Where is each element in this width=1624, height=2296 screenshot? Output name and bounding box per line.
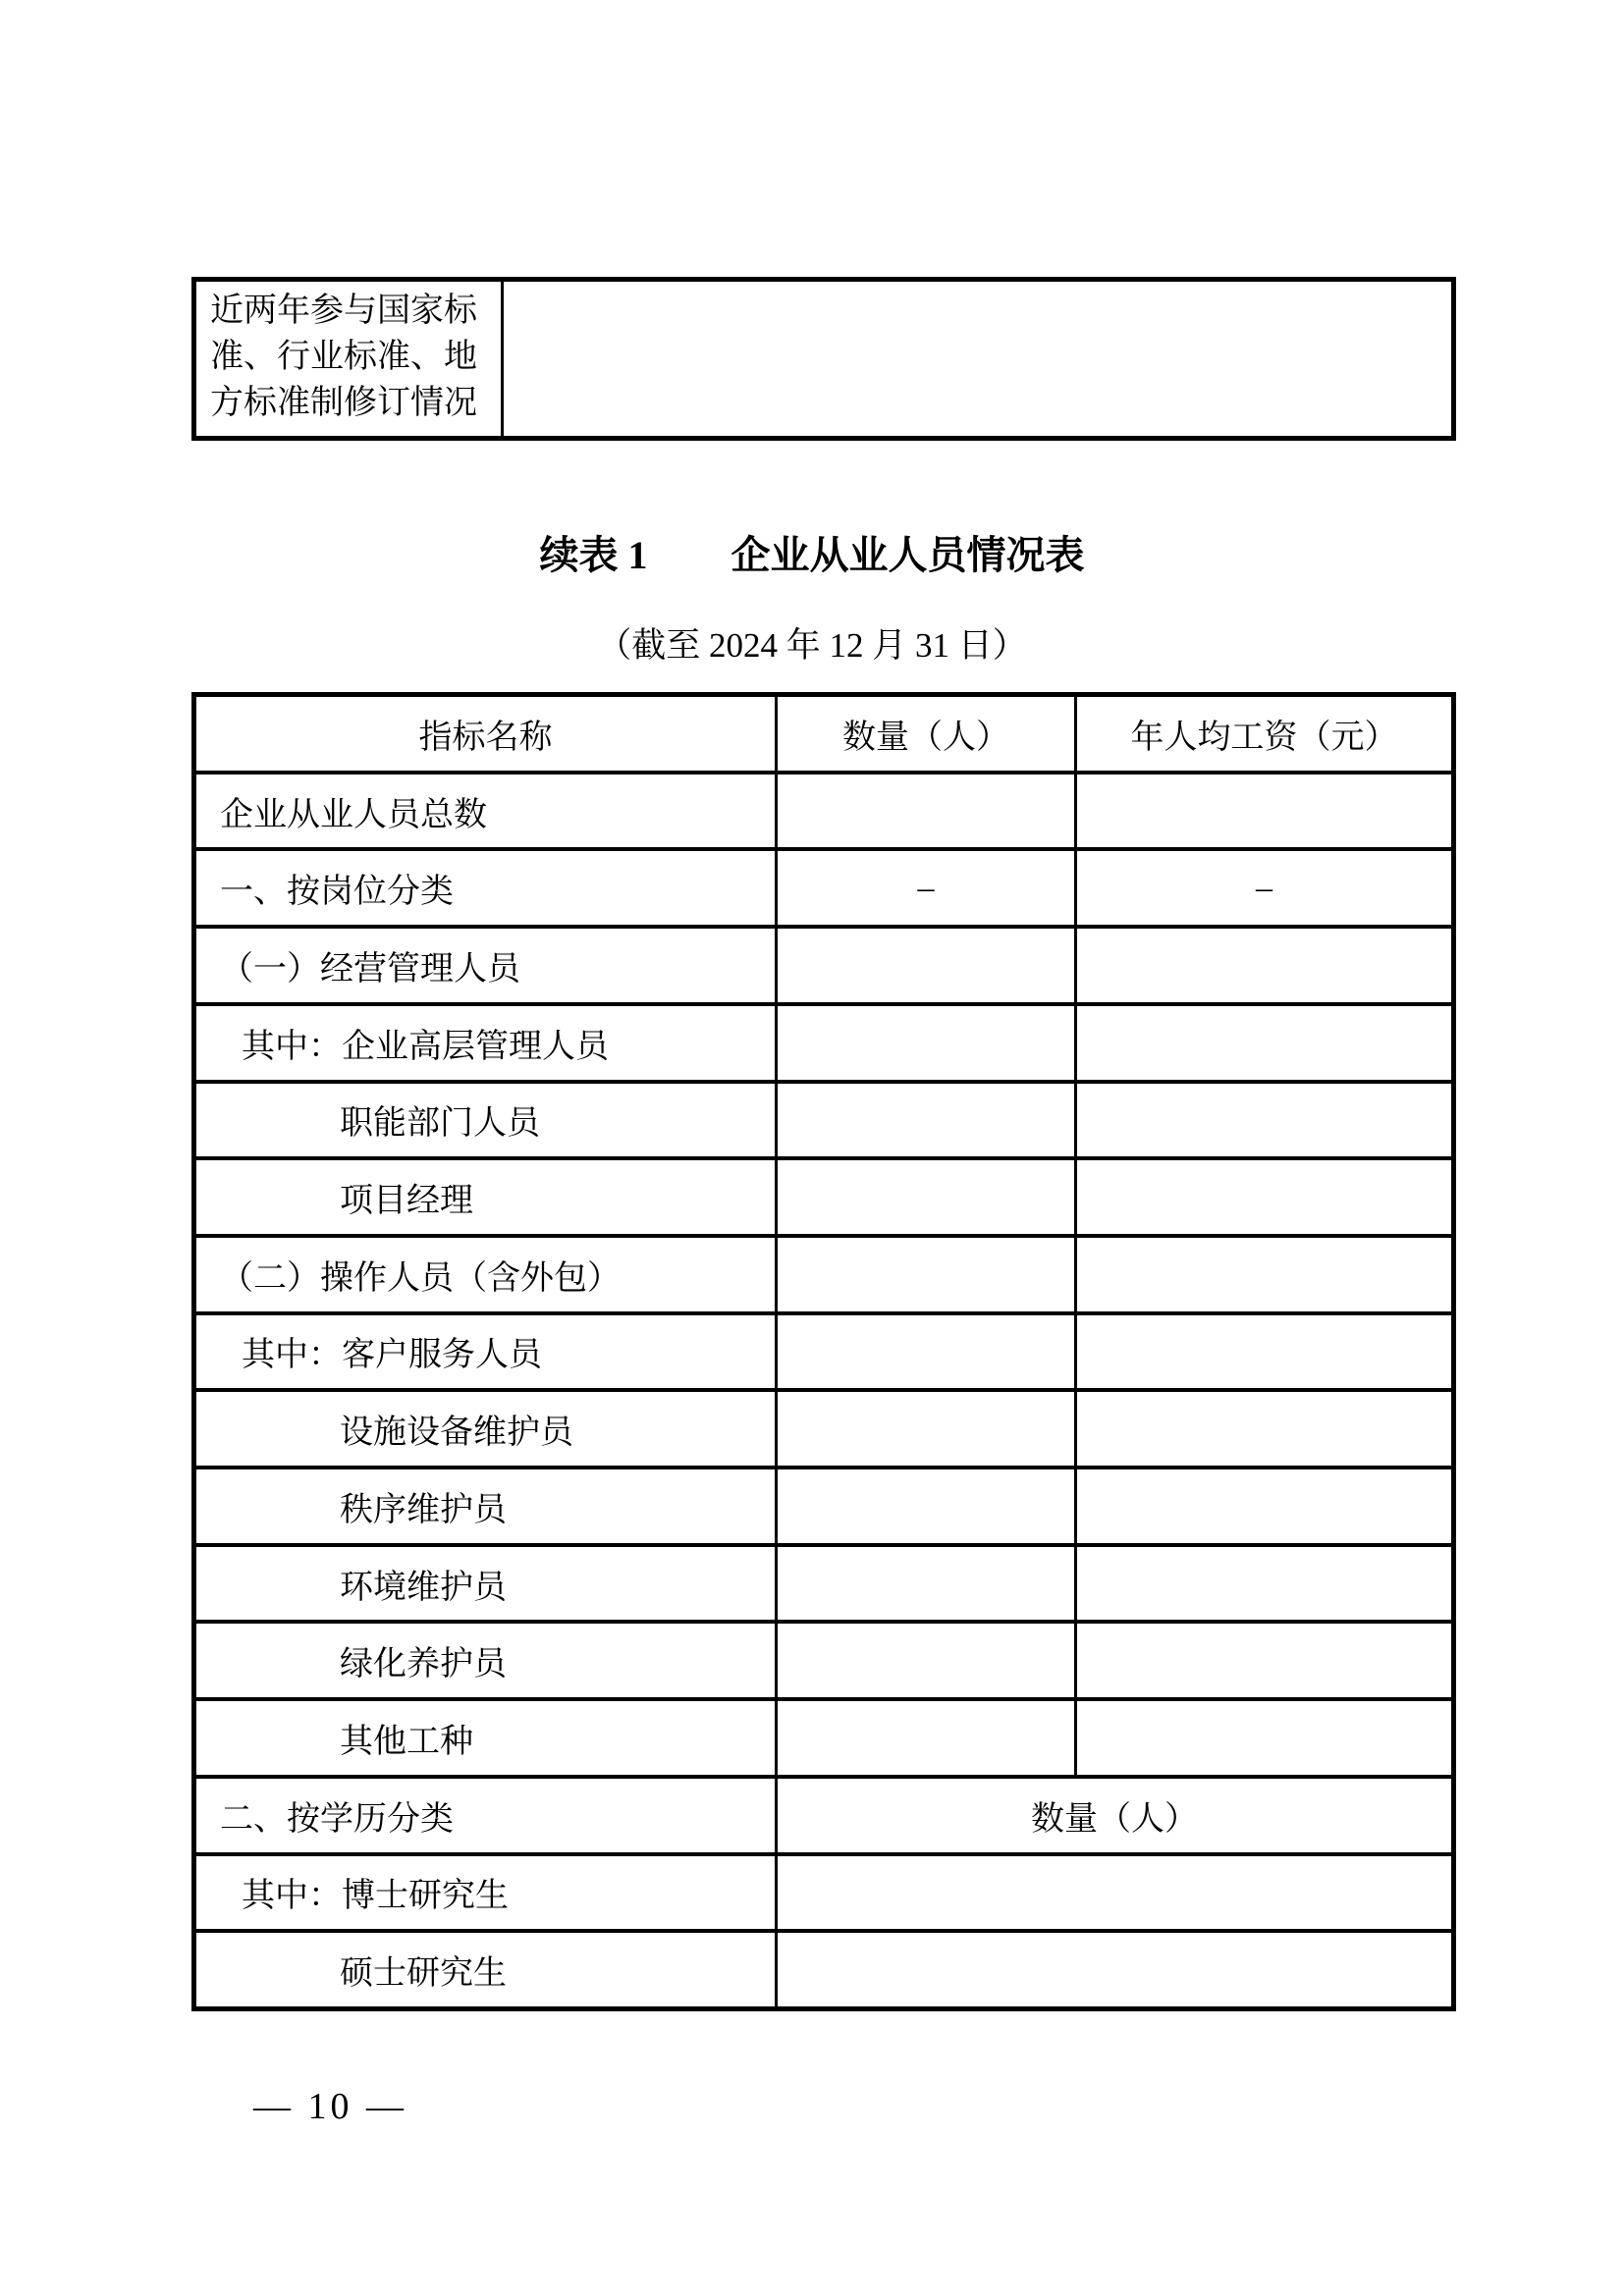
quantity-cell <box>778 1160 1077 1234</box>
row-label-cell: 秩序维护员 <box>196 1469 778 1543</box>
salary-cell <box>1077 1238 1451 1311</box>
quantity-cell <box>778 1701 1077 1775</box>
table-row <box>196 925 1451 1002</box>
standards-participation-value-cell <box>504 282 1451 436</box>
table-row <box>196 1929 1451 2006</box>
row-label-cell: 其中：客户服务人员 <box>196 1315 778 1389</box>
row-label-cell: 其中：博士研究生 <box>196 1856 778 1930</box>
salary-cell <box>1077 929 1451 1002</box>
merged-value-cell <box>778 1856 1451 1930</box>
salary-cell <box>1077 1392 1451 1466</box>
salary-cell <box>1077 1624 1451 1697</box>
quantity-cell: – <box>778 851 1077 925</box>
row-label-cell: 一、按岗位分类 <box>196 851 778 925</box>
table-row <box>196 1697 1451 1775</box>
header-cell-avg-salary: 年人均工资（元） <box>1130 719 1398 756</box>
table-title-text: 企业从业人员情况表 <box>731 533 1085 577</box>
continuation-table-title <box>0 532 1624 579</box>
standards-participation-table <box>191 277 1456 441</box>
merged-value-cell <box>778 1933 1451 2006</box>
table-row <box>196 847 1451 925</box>
row-label-cell: 绿化养护员 <box>196 1624 778 1697</box>
row-label-cell: 企业从业人员总数 <box>196 774 778 848</box>
quantity-cell <box>778 929 1077 1002</box>
salary-cell <box>1077 1547 1451 1621</box>
table-row <box>196 1775 1451 1852</box>
row-label-cell: 职能部门人员 <box>196 1084 778 1157</box>
table-row <box>196 1080 1451 1157</box>
staff-table-header-row <box>196 697 1451 771</box>
table-row <box>196 1311 1451 1389</box>
header-cell-quantity: 数量（人） <box>778 697 1077 771</box>
page-number: — 10 — <box>253 2086 407 2127</box>
row-label-cell: （一）经营管理人员 <box>196 929 778 1002</box>
table-row <box>196 771 1451 848</box>
salary-cell <box>1077 1469 1451 1543</box>
quantity-cell <box>778 1469 1077 1543</box>
staff-table <box>191 692 1456 2011</box>
salary-cell <box>1077 1701 1451 1775</box>
quantity-cell <box>778 774 1077 848</box>
table-row <box>196 1156 1451 1234</box>
row-label-cell: 硕士研究生 <box>196 1933 778 2006</box>
salary-cell <box>1077 1315 1451 1389</box>
row-label-cell: 二、按学历分类 <box>196 1779 778 1852</box>
quantity-cell <box>778 1624 1077 1697</box>
row-label-cell: 其他工种 <box>196 1701 778 1775</box>
table-row <box>196 1234 1451 1311</box>
table-title-prefix: 续表 1 <box>539 533 648 577</box>
table-row <box>196 1002 1451 1080</box>
row-label-cell: 环境维护员 <box>196 1547 778 1621</box>
quantity-cell <box>778 1392 1077 1466</box>
standards-participation-label-cell: 近两年参与国家标准、行业标准、地方标准制修订情况 <box>196 282 504 436</box>
salary-cell <box>1077 1084 1451 1157</box>
table-row <box>196 1388 1451 1466</box>
merged-value-cell: 数量（人） <box>1031 1800 1198 1838</box>
table-row <box>196 1852 1451 1930</box>
salary-cell: – <box>1256 869 1272 906</box>
salary-cell <box>1077 774 1451 848</box>
row-label-cell: （二）操作人员（含外包） <box>196 1238 778 1311</box>
table-row <box>196 1620 1451 1697</box>
row-label-cell: 设施设备维护员 <box>196 1392 778 1466</box>
salary-cell <box>1077 1006 1451 1080</box>
quantity-cell <box>778 1547 1077 1621</box>
quantity-cell <box>778 1006 1077 1080</box>
quantity-cell <box>778 1238 1077 1311</box>
table-subtitle-date: （截至 2024 年 12 月 31 日） <box>597 626 1027 665</box>
row-label-cell: 项目经理 <box>196 1160 778 1234</box>
table-row <box>196 1543 1451 1621</box>
quantity-cell <box>778 1315 1077 1389</box>
header-cell-indicator-name: 指标名称 <box>196 697 778 771</box>
table-row <box>196 1466 1451 1543</box>
quantity-cell <box>778 1084 1077 1157</box>
salary-cell <box>1077 1160 1451 1234</box>
row-label-cell: 其中：企业高层管理人员 <box>196 1006 778 1080</box>
